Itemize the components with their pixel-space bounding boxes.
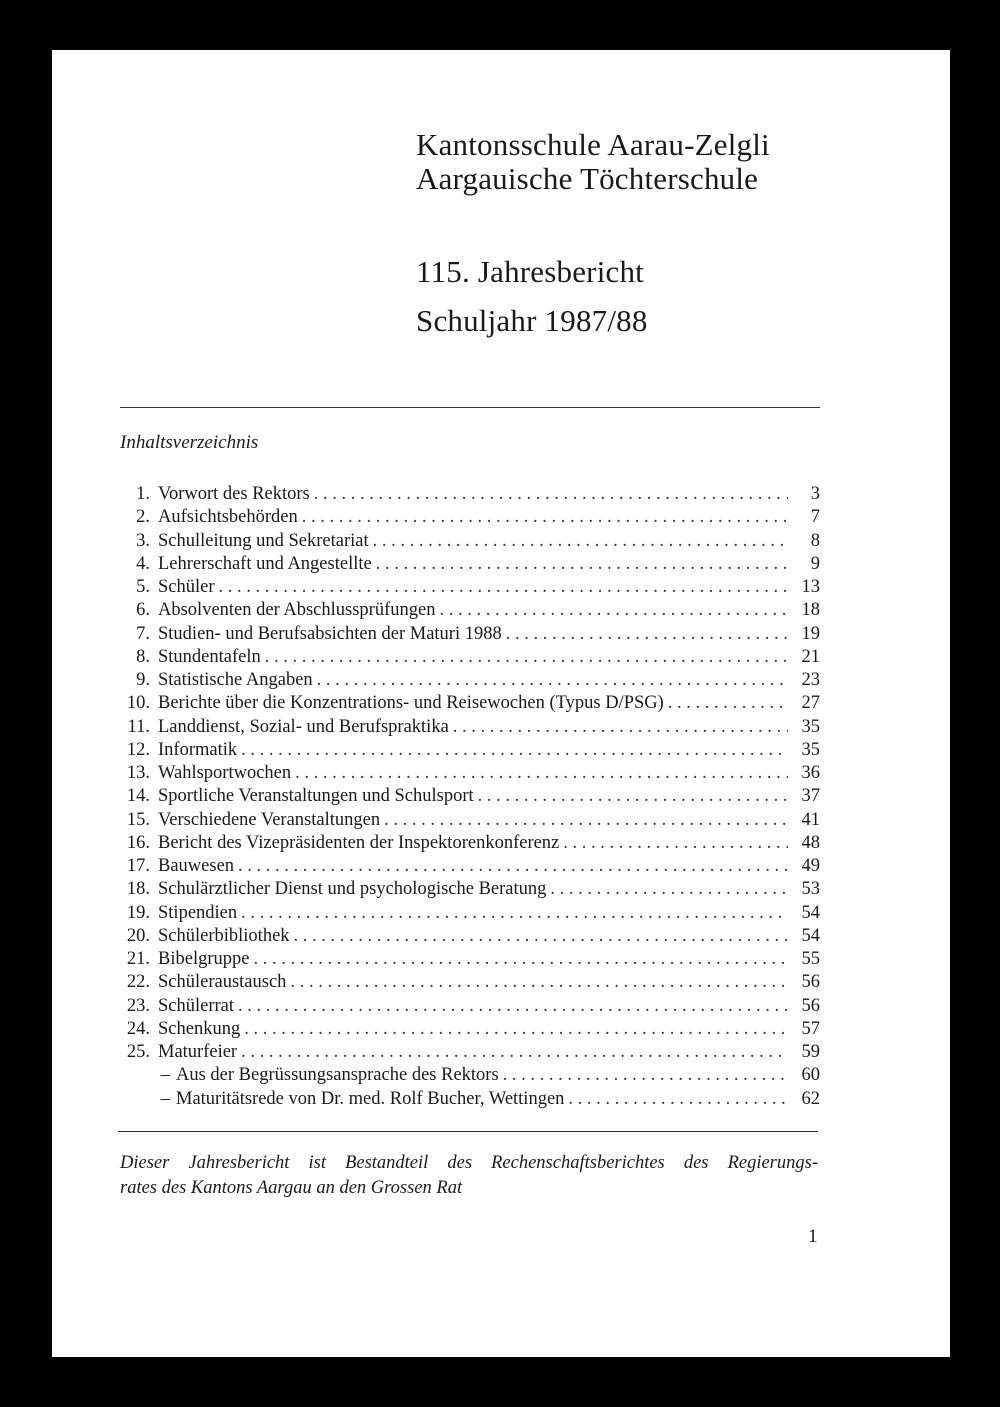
toc-entry-page: 56 bbox=[801, 972, 820, 993]
toc-entry bbox=[112, 716, 820, 739]
dot-leader bbox=[241, 739, 788, 762]
dot-leader bbox=[241, 902, 788, 925]
toc-entry-page: 54 bbox=[801, 925, 820, 946]
dot-leader bbox=[373, 530, 788, 553]
toc-entry bbox=[112, 646, 820, 669]
toc-entry-number: 19. bbox=[126, 902, 150, 923]
toc-entry-page: 57 bbox=[801, 1018, 820, 1039]
toc-entry-page: 7 bbox=[810, 507, 820, 528]
toc-entry-number: 2. bbox=[136, 507, 150, 528]
table-of-contents bbox=[112, 483, 820, 1111]
toc-entry-number: 5. bbox=[136, 577, 150, 597]
toc-entry-number: 14. bbox=[126, 786, 150, 807]
dot-leader bbox=[563, 832, 788, 855]
report-title: 115. Jahresbericht bbox=[416, 254, 644, 289]
toc-entry bbox=[112, 832, 820, 855]
toc-entry bbox=[112, 530, 820, 553]
toc-entry-page: 18 bbox=[801, 600, 820, 621]
toc-entry-title: Stipendien bbox=[158, 902, 238, 923]
toc-entry-number: – bbox=[160, 1065, 170, 1086]
page-number: 1 bbox=[808, 1226, 818, 1247]
toc-entry-title: Sportliche Veranstaltungen und Schulsport bbox=[158, 786, 474, 807]
toc-entry-page: 37 bbox=[801, 786, 820, 807]
toc-entry-number: – bbox=[160, 1088, 170, 1109]
footer-line: rates des Kantons Aargau an den Grossen Rat bbox=[120, 1178, 463, 1198]
toc-entry-title: Schülerrat bbox=[158, 995, 235, 1016]
school-subtitle: Aargauische Töchterschule bbox=[416, 161, 759, 196]
toc-entry-title: Lehrerschaft und Angestellte bbox=[158, 553, 372, 574]
toc-entry bbox=[112, 809, 820, 832]
toc-entry-number: 1. bbox=[136, 484, 150, 504]
dot-leader bbox=[503, 1064, 788, 1087]
dot-leader bbox=[550, 878, 788, 901]
toc-entry-title: Studien- und Berufsabsichten der Maturi 1988 bbox=[158, 623, 502, 644]
toc-entry-title: Berichte über die Konzentrations- und Reisewochen (Typus D/PSG) bbox=[158, 693, 664, 714]
toc-entry-title: Schulärztlicher Dienst und psychologische Beratung bbox=[158, 879, 547, 900]
toc-entry-title: Verschiedene Veranstaltungen bbox=[158, 809, 381, 830]
bottom-divider bbox=[118, 1131, 818, 1132]
toc-entry bbox=[112, 762, 820, 785]
toc-entry bbox=[112, 1041, 820, 1064]
toc-entry-page: 13 bbox=[801, 577, 820, 597]
dot-leader bbox=[453, 716, 788, 739]
toc-entry-page: 8 bbox=[810, 530, 820, 551]
toc-entry bbox=[112, 785, 820, 808]
toc-entry-title: Maturfeier bbox=[158, 1042, 238, 1062]
toc-entry-number: 11. bbox=[127, 716, 150, 737]
dot-leader bbox=[439, 599, 788, 622]
toc-entry-title: Aufsichtsbehörden bbox=[158, 507, 298, 528]
toc-entry-title: Statistische Angaben bbox=[158, 670, 313, 690]
toc-entry-number: 18. bbox=[126, 879, 150, 900]
toc-heading: Inhaltsverzeichnis bbox=[120, 432, 259, 453]
toc-entry bbox=[112, 902, 820, 925]
toc-entry-number: 21. bbox=[126, 949, 150, 969]
toc-entry-number: 24. bbox=[126, 1018, 150, 1039]
toc-entry-title: Wahlsportwochen bbox=[158, 763, 292, 783]
toc-entry bbox=[112, 925, 820, 948]
toc-entry-title: Bauwesen bbox=[158, 856, 235, 876]
toc-entry-page: 35 bbox=[801, 739, 820, 760]
toc-entry-page: 35 bbox=[801, 716, 820, 737]
toc-entry bbox=[112, 623, 820, 646]
footer-line: Dieser Jahresbericht ist Bestandteil des Rechenschaftsberichtes des Regierungs- bbox=[120, 1153, 818, 1173]
toc-entry-page: 59 bbox=[801, 1042, 820, 1062]
toc-entry bbox=[112, 878, 820, 901]
toc-entry-title: Landdienst, Sozial- und Berufspraktika bbox=[158, 716, 449, 737]
toc-entry-title: Vorwort des Rektors bbox=[158, 484, 310, 504]
toc-entry bbox=[112, 739, 820, 762]
toc-entry bbox=[112, 971, 820, 994]
toc-entry-title: Informatik bbox=[158, 739, 238, 760]
toc-entry-page: 54 bbox=[801, 902, 820, 923]
toc-entry-page: 21 bbox=[801, 646, 820, 667]
toc-entry-page: 62 bbox=[801, 1088, 820, 1109]
dot-leader bbox=[506, 623, 788, 646]
school-year: Schuljahr 1987/88 bbox=[416, 303, 648, 338]
toc-entry-number: 10. bbox=[126, 693, 150, 714]
dot-leader bbox=[668, 692, 788, 715]
toc-entry-title: Schüler bbox=[158, 577, 215, 597]
dot-leader bbox=[295, 762, 788, 785]
toc-entry-number: 25. bbox=[126, 1042, 150, 1062]
toc-entry bbox=[112, 483, 820, 506]
toc-entry-title: Bericht des Vizepräsidenten der Inspektorenkonferenz bbox=[158, 832, 560, 853]
dot-leader bbox=[376, 553, 788, 576]
toc-entry-title: Schenkung bbox=[158, 1018, 241, 1039]
dot-leader bbox=[568, 1088, 788, 1111]
toc-entry-page: 53 bbox=[801, 879, 820, 900]
toc-entry-number: 22. bbox=[126, 972, 150, 993]
toc-entry-number: 20. bbox=[126, 925, 150, 946]
toc-entry-number: 12. bbox=[126, 739, 150, 760]
school-name: Kantonsschule Aarau-Zelgli bbox=[416, 127, 770, 162]
toc-entry-number: 23. bbox=[126, 995, 150, 1016]
toc-entry-title: Schulleitung und Sekretariat bbox=[158, 530, 369, 551]
toc-entry-page: 23 bbox=[801, 670, 820, 690]
toc-entry-title: Absolventen der Abschlussprüfungen bbox=[158, 600, 436, 621]
toc-entry-number: 9. bbox=[136, 670, 150, 690]
dot-leader bbox=[253, 948, 788, 971]
dot-leader bbox=[384, 809, 788, 832]
toc-entry bbox=[112, 1088, 820, 1111]
toc-entry-page: 60 bbox=[801, 1065, 820, 1086]
toc-entry-page: 41 bbox=[801, 809, 820, 830]
toc-entry bbox=[112, 1018, 820, 1041]
toc-entry bbox=[112, 855, 820, 878]
toc-entry-number: 7. bbox=[136, 623, 150, 644]
toc-entry-title: Schülerbibliothek bbox=[158, 925, 290, 946]
toc-entry-number: 16. bbox=[126, 832, 150, 853]
toc-entry bbox=[112, 692, 820, 715]
toc-entry-page: 9 bbox=[810, 553, 820, 574]
toc-entry bbox=[112, 669, 820, 692]
toc-entry-page: 27 bbox=[801, 693, 820, 714]
document-page bbox=[52, 50, 950, 1357]
toc-entry bbox=[112, 1064, 820, 1087]
toc-entry-page: 3 bbox=[810, 484, 820, 504]
dot-leader bbox=[238, 855, 788, 878]
toc-entry-page: 48 bbox=[801, 832, 820, 853]
toc-entry-title: Bibelgruppe bbox=[158, 949, 250, 969]
toc-entry-number: 4. bbox=[136, 553, 150, 574]
toc-entry-number: 13. bbox=[126, 763, 150, 783]
toc-entry-title: Schüleraustausch bbox=[158, 972, 287, 993]
dot-leader bbox=[478, 785, 788, 808]
dot-leader bbox=[317, 669, 788, 692]
toc-entry-number: 3. bbox=[136, 530, 150, 551]
toc-entry-page: 55 bbox=[801, 949, 820, 969]
toc-entry-title: Stundentafeln bbox=[158, 646, 261, 667]
footer-note bbox=[120, 1151, 818, 1201]
toc-entry bbox=[112, 553, 820, 576]
toc-entry-title: Maturitätsrede von Dr. med. Rolf Bucher, Wettingen bbox=[176, 1088, 565, 1109]
toc-entry-number: 17. bbox=[126, 856, 150, 876]
dot-leader bbox=[244, 1018, 788, 1041]
toc-entry-page: 56 bbox=[801, 995, 820, 1016]
dot-leader bbox=[238, 995, 788, 1018]
toc-entry-page: 19 bbox=[801, 623, 820, 644]
toc-entry-number: 15. bbox=[126, 809, 150, 830]
toc-entry bbox=[112, 506, 820, 529]
toc-entry bbox=[112, 576, 820, 599]
dot-leader bbox=[241, 1041, 788, 1064]
toc-entry-page: 36 bbox=[801, 763, 820, 783]
toc-entry-page: 49 bbox=[801, 856, 820, 876]
toc-entry bbox=[112, 948, 820, 971]
dot-leader bbox=[290, 971, 788, 994]
dot-leader bbox=[265, 646, 788, 669]
dot-leader bbox=[219, 576, 788, 599]
toc-entry-title: Aus der Begrüssungsansprache des Rektors bbox=[176, 1065, 499, 1086]
dot-leader bbox=[302, 506, 788, 529]
toc-entry-number: 6. bbox=[136, 600, 150, 621]
toc-entry bbox=[112, 599, 820, 622]
dot-leader bbox=[294, 925, 788, 948]
toc-entry-number: 8. bbox=[136, 646, 150, 667]
dot-leader bbox=[314, 483, 788, 506]
top-divider bbox=[120, 407, 820, 408]
toc-entry bbox=[112, 995, 820, 1018]
